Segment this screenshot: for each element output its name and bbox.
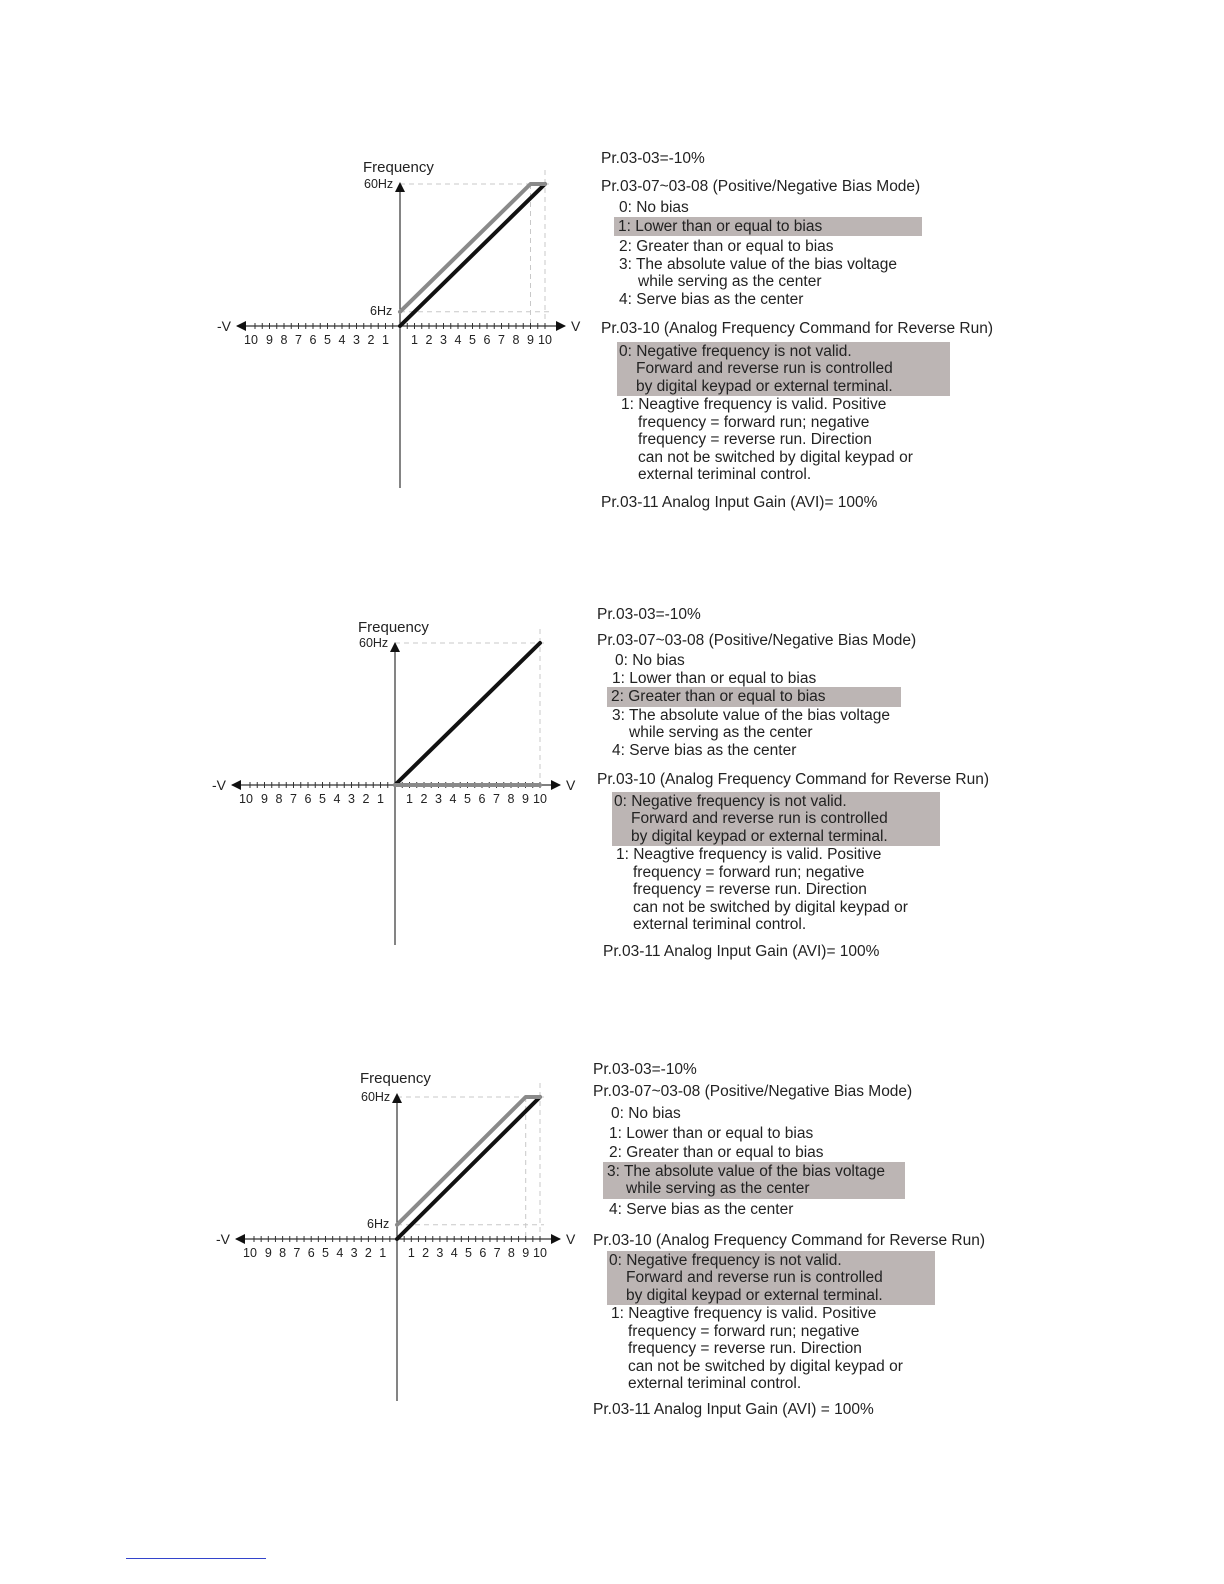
bias-mode-title: Pr.03-07~03-08 (Positive/Negative Bias Mode): [597, 631, 917, 649]
x-tick-label-negative: 6: [304, 792, 312, 806]
x-tick-label-positive: 8: [507, 1246, 515, 1260]
x-tick-label-negative: 7: [290, 792, 297, 806]
footer-rule: [126, 1558, 266, 1559]
parameter-notes-1: [601, 150, 993, 511]
x-tick-label-positive: 8: [512, 333, 520, 347]
x-tick-label-negative: 9: [266, 333, 273, 347]
y-axis-title: Frequency: [358, 619, 429, 636]
reverse-run-option-1-cont: can not be switched by digital keypad or: [628, 1357, 903, 1375]
x-tick-label-negative: 1: [377, 792, 384, 806]
bias-mode-option-3-selected: 3: The absolute value of the bias voltage while serving as the center: [603, 1162, 905, 1199]
bias-setting: Pr.03-03=-10%: [597, 606, 701, 623]
x-tick-label-negative: 2: [367, 333, 375, 347]
x-tick-label-one-red: 1: [411, 333, 418, 347]
bias-mode-option-4: 4: Serve bias as the center: [619, 290, 804, 308]
bias-mode-option-1: 1: Lower than or equal to bias: [612, 669, 817, 687]
x-tick-label-negative: 3: [348, 792, 355, 806]
reverse-run-option-1-cont: frequency = reverse run. Direction: [628, 1340, 862, 1357]
x-tick-label-negative: 1: [382, 333, 389, 347]
x-tick-label-negative: 6: [307, 1246, 315, 1260]
frequency-chart-1: [0, 130, 580, 570]
x-axis-arrow-left: [231, 780, 241, 790]
x-axis-arrow-right: [551, 780, 561, 790]
bias-mode-option-3: 3: The absolute value of the bias voltage: [619, 255, 898, 273]
x-tick-label-negative: 5: [322, 1246, 329, 1260]
analog-input-gain: Pr.03-11 Analog Input Gain (AVI)= 100%: [601, 493, 878, 511]
y-tick-60hz: 60Hz: [359, 636, 389, 650]
neg-v-label: -V: [217, 318, 231, 334]
y-axis-arrow: [392, 1093, 402, 1103]
series-line-command: [400, 184, 545, 326]
reverse-run-option-0-selected: 0: Negative frequency is not valid. Forward and reverse run is controlled by digital keypad or external terminal.: [617, 342, 950, 397]
x-tick-label-positive: 6: [479, 1246, 487, 1260]
reverse-run-option-0-selected: 0: Negative frequency is not valid. Forward and reverse run is controlled by digital keypad or external terminal.: [607, 1251, 935, 1306]
x-tick-label-positive: 5: [469, 333, 476, 347]
x-tick-label-positive: 10: [538, 333, 552, 347]
x-tick-label-positive: 2: [422, 1246, 430, 1260]
x-tick-label-positive: 9: [522, 1246, 530, 1260]
x-tick-label-one-red: 1: [407, 1246, 415, 1260]
reverse-run-title: Pr.03-10 (Analog Frequency Command for Reverse Run): [593, 1232, 985, 1249]
reverse-run-option-1: 1: Neagtive frequency is valid. Positive: [616, 846, 882, 863]
bias-mode-title: Pr.03-07~03-08 (Positive/Negative Bias Mode): [593, 1082, 913, 1100]
x-tick-label-negative: 8: [280, 333, 288, 347]
bias-mode-option-1-selected: 1: Lower than or equal to bias: [614, 217, 922, 237]
bias-panel-1: [0, 130, 1224, 570]
y-axis-title: Frequency: [363, 159, 434, 176]
x-axis-arrow-left: [236, 321, 246, 331]
x-tick-label-positive: 6: [478, 792, 486, 806]
x-tick-label-negative: 10: [243, 1246, 257, 1260]
y-tick-60hz: 60Hz: [364, 177, 394, 191]
y-tick-6hz: 6Hz: [370, 303, 393, 318]
reverse-run-option-1-cont: frequency = reverse run. Direction: [633, 881, 867, 898]
x-tick-label-positive: 9: [527, 333, 534, 347]
x-tick-label-positive: 4: [454, 333, 462, 347]
bias-mode-title: Pr.03-07~03-08 (Positive/Negative Bias Mode): [601, 177, 921, 195]
x-tick-label-positive: 5: [465, 1246, 472, 1260]
bias-panel-3: [0, 1043, 1224, 1483]
x-tick-label-positive: 4: [449, 792, 457, 806]
bias-setting: Pr.03-03=-10%: [593, 1061, 697, 1078]
x-tick-label-negative: 8: [279, 1246, 287, 1260]
reverse-run-title: Pr.03-10 (Analog Frequency Command for Reverse Run): [597, 771, 989, 788]
reverse-run-option-1-cont: frequency = forward run; negative: [638, 413, 870, 431]
x-tick-label-one-red: 1: [406, 792, 413, 806]
neg-v-label: -V: [212, 777, 226, 793]
pos-v-label: V: [571, 318, 581, 334]
x-tick-label-positive: 9: [522, 792, 529, 806]
x-tick-label-negative: 9: [264, 1246, 272, 1260]
reverse-run-option-1-cont: can not be switched by digital keypad or: [638, 448, 913, 466]
x-tick-label-positive: 8: [507, 792, 515, 806]
x-tick-label-positive: 3: [435, 792, 442, 806]
x-tick-label-negative: 3: [350, 1246, 358, 1260]
reverse-run-option-1-cont: external teriminal control.: [628, 1375, 802, 1392]
y-axis-title: Frequency: [360, 1070, 431, 1087]
x-tick-label-negative: 1: [379, 1246, 387, 1260]
x-tick-label-positive: 7: [498, 333, 505, 347]
bias-mode-option-2: 2: Greater than or equal to bias: [609, 1144, 824, 1161]
x-tick-label-negative: 2: [362, 792, 370, 806]
x-tick-label-negative: 5: [324, 333, 331, 347]
x-tick-label-positive: 7: [493, 1246, 501, 1260]
bias-mode-option-0: 0: No bias: [619, 199, 689, 216]
frequency-chart-3: [0, 1043, 580, 1483]
reverse-run-option-1: 1: Neagtive frequency is valid. Positive: [621, 396, 887, 413]
x-tick-label-negative: 7: [293, 1246, 301, 1260]
x-tick-label-positive: 3: [436, 1246, 444, 1260]
x-tick-label-negative: 6: [309, 333, 317, 347]
x-tick-label-positive: 5: [464, 792, 471, 806]
x-axis-arrow-right: [556, 321, 566, 331]
reverse-run-option-0-selected: 0: Negative frequency is not valid. Forward and reverse run is controlled by digital keypad or external terminal.: [612, 792, 940, 847]
x-tick-label-positive: 3: [440, 333, 447, 347]
frequency-chart-2: [0, 590, 580, 1030]
x-axis-arrow-left: [235, 1234, 245, 1244]
x-tick-label-positive: 4: [450, 1246, 458, 1260]
x-tick-label-negative: 10: [244, 333, 258, 347]
x-tick-label-negative: 10: [239, 792, 253, 806]
x-tick-label-negative: 2: [364, 1246, 372, 1260]
bias-mode-option-0: 0: No bias: [615, 652, 685, 669]
pos-v-label: V: [566, 777, 576, 793]
bias-mode-option-3-cont: while serving as the center: [629, 724, 813, 741]
x-tick-label-negative: 5: [319, 792, 326, 806]
reverse-run-option-1-cont: external teriminal control.: [638, 466, 812, 483]
x-tick-label-positive: 7: [493, 792, 500, 806]
x-tick-label-positive: 2: [425, 333, 433, 347]
x-tick-label-positive: 10: [533, 1246, 547, 1260]
parameter-notes-3: [593, 1061, 985, 1418]
x-tick-label-negative: 9: [261, 792, 268, 806]
bias-mode-option-2: 2: Greater than or equal to bias: [619, 238, 834, 255]
x-tick-label-positive: 10: [533, 792, 547, 806]
y-tick-6hz: 6Hz: [367, 1216, 390, 1231]
reverse-run-option-1-cont: frequency = forward run; negative: [633, 863, 865, 881]
x-tick-label-negative: 7: [295, 333, 302, 347]
neg-v-label: -V: [216, 1231, 230, 1247]
series-line-command: [397, 1097, 540, 1239]
reverse-run-option-1-cont: frequency = reverse run. Direction: [638, 431, 872, 448]
bias-mode-option-3: 3: The absolute value of the bias voltage: [612, 706, 891, 724]
x-tick-label-positive: 6: [483, 333, 491, 347]
x-tick-label-negative: 3: [353, 333, 360, 347]
reverse-run-option-1-cont: external teriminal control.: [633, 916, 807, 933]
bias-mode-option-4: 4: Serve bias as the center: [612, 741, 797, 759]
x-tick-label-negative: 4: [338, 333, 346, 347]
y-tick-60hz: 60Hz: [361, 1090, 391, 1104]
x-axis-arrow-right: [551, 1234, 561, 1244]
parameter-notes-2: [597, 606, 989, 960]
analog-input-gain: Pr.03-11 Analog Input Gain (AVI) = 100%: [593, 1400, 874, 1418]
series-line-command: [395, 643, 540, 785]
bias-mode-option-3-cont: while serving as the center: [638, 273, 822, 290]
reverse-run-title: Pr.03-10 (Analog Frequency Command for Reverse Run): [601, 320, 993, 337]
bias-mode-option-1: 1: Lower than or equal to bias: [609, 1124, 814, 1142]
bias-mode-option-2-selected: 2: Greater than or equal to bias: [607, 687, 901, 707]
x-tick-label-negative: 4: [333, 792, 341, 806]
bias-panel-2: [0, 590, 1224, 1030]
x-tick-label-positive: 2: [420, 792, 428, 806]
reverse-run-option-1-cont: frequency = forward run; negative: [628, 1322, 860, 1340]
x-tick-label-negative: 8: [275, 792, 283, 806]
bias-setting: Pr.03-03=-10%: [601, 150, 705, 167]
bias-mode-option-4: 4: Serve bias as the center: [609, 1200, 794, 1218]
analog-input-gain: Pr.03-11 Analog Input Gain (AVI)= 100%: [603, 942, 880, 960]
pos-v-label: V: [566, 1231, 576, 1247]
x-tick-label-negative: 4: [336, 1246, 344, 1260]
bias-mode-option-0: 0: No bias: [611, 1105, 681, 1122]
reverse-run-option-1-cont: can not be switched by digital keypad or: [633, 898, 908, 916]
reverse-run-option-1: 1: Neagtive frequency is valid. Positive: [611, 1305, 877, 1322]
